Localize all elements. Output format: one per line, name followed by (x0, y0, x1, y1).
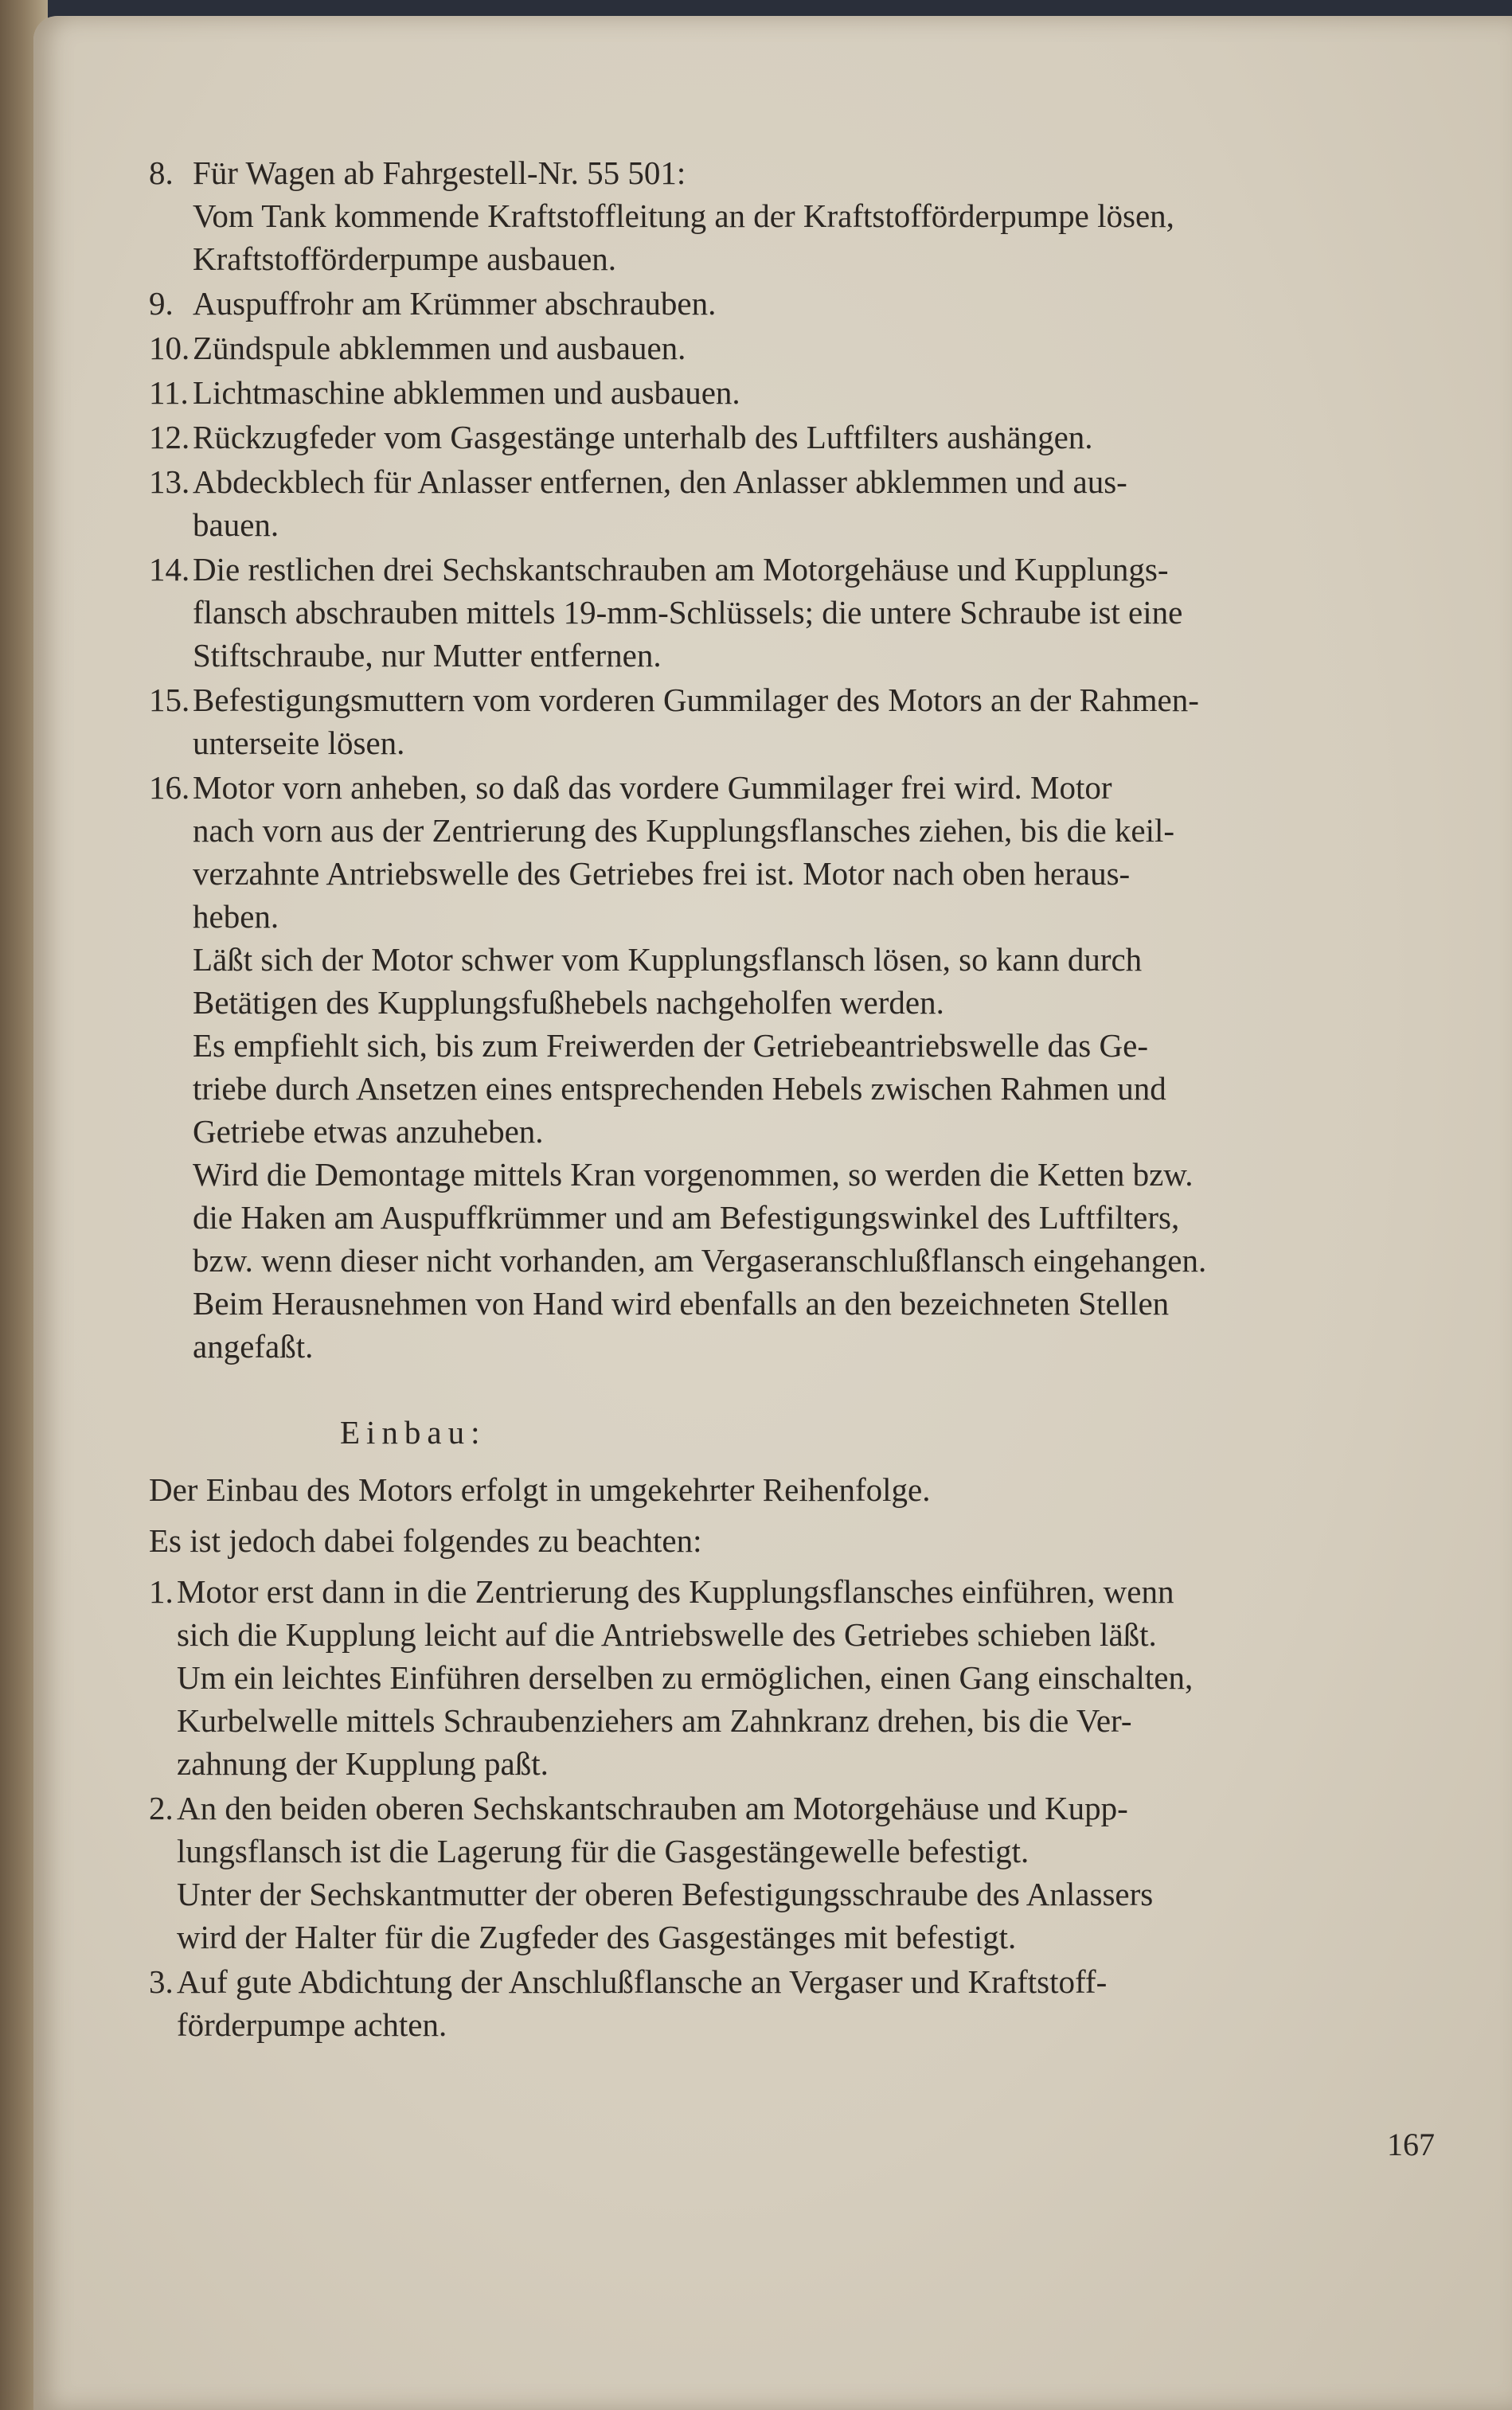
text-line: Rückzugfeder vom Gasgestänge unterhalb des Luftfilters aushängen. (193, 419, 1093, 455)
item-number: 10. (149, 330, 190, 366)
page-content (149, 151, 1415, 2048)
item-number: 9. (149, 285, 174, 322)
text-line: flansch abschrauben mittels 19-mm-Schlüssels; die untere Schraube ist eine (193, 594, 1183, 631)
item-text (193, 282, 1415, 325)
text-line: Motor erst dann in die Zentrierung des Kupplungsflansches einführen, wenn (177, 1573, 1174, 1610)
text-line: Wird die Demontage mittels Kran vorgenommen, so werden die Ketten bzw. (193, 1156, 1194, 1193)
item-number: 3. (149, 1963, 174, 2000)
list-item (149, 282, 1415, 325)
item-text (193, 151, 1415, 280)
list-item (149, 151, 1415, 280)
text-line: nach vorn aus der Zentrierung des Kupplungsflansches ziehen, bis die keil- (193, 812, 1175, 849)
text-line: Unter der Sechskantmutter der oberen Befestigungsschraube des Anlassers (177, 1876, 1154, 1912)
text-line: unterseite lösen. (193, 725, 405, 761)
text-line: Kraftstofförderpumpe ausbauen. (193, 240, 617, 277)
item-text (193, 326, 1415, 369)
list-item (149, 326, 1415, 369)
item-number: 8. (149, 154, 174, 191)
page-number: 167 (1387, 2127, 1435, 2162)
text-line: Für Wagen ab Fahrgestell-Nr. 55 501: (193, 154, 686, 191)
item-text (193, 548, 1415, 677)
text-line: Läßt sich der Motor schwer vom Kupplungsflansch lösen, so kann durch (193, 941, 1143, 978)
text-line: angefaßt. (193, 1328, 314, 1365)
text-line: bauen. (193, 506, 279, 543)
installation-intro-2: Es ist jedoch dabei folgendes zu beachten: (149, 1522, 702, 1559)
text-line: Auf gute Abdichtung der Anschlußflansche an Vergaser und Kraftstoff- (177, 1963, 1108, 2000)
list-item (149, 460, 1415, 546)
list-item (149, 548, 1415, 677)
text-line: lungsflansch ist die Lagerung für die Gasgestängewelle befestigt. (177, 1833, 1029, 1869)
list-item (149, 1570, 1415, 1785)
list-item (149, 371, 1415, 414)
list-item (149, 678, 1415, 764)
item-number: 16. (149, 769, 190, 806)
item-text (177, 1787, 1415, 1959)
item-text (177, 1960, 1415, 2046)
list-item (149, 416, 1415, 459)
text-line: Zündspule abklemmen und ausbauen. (193, 330, 686, 366)
item-number: 2. (149, 1790, 174, 1826)
text-line: bzw. wenn dieser nicht vorhanden, am Vergaseranschlußflansch eingehangen. (193, 1242, 1207, 1279)
text-line: heben. (193, 898, 279, 935)
text-line: förderpumpe achten. (177, 2006, 447, 2043)
text-line: Beim Herausnehmen von Hand wird ebenfalls an den bezeichneten Stellen (193, 1285, 1170, 1322)
list-item (149, 766, 1415, 1368)
installation-heading: Einbau: (340, 1414, 486, 1451)
text-line: Stiftschraube, nur Mutter entfernen. (193, 637, 662, 674)
text-line: verzahnte Antriebswelle des Getriebes frei ist. Motor nach oben heraus- (193, 855, 1131, 892)
text-line: sich die Kupplung leicht auf die Antriebswelle des Getriebes schieben läßt. (177, 1616, 1157, 1653)
text-line: Kurbelwelle mittels Schraubenziehers am Zahnkranz drehen, bis die Ver- (177, 1702, 1132, 1739)
text-line: zahnung der Kupplung paßt. (177, 1745, 549, 1782)
text-line: An den beiden oberen Sechskantschrauben am Motorgehäuse und Kupp- (177, 1790, 1128, 1826)
text-line: wird der Halter für die Zugfeder des Gasgestänges mit befestigt. (177, 1919, 1017, 1955)
item-text (193, 678, 1415, 764)
item-text (193, 371, 1415, 414)
item-text (177, 1570, 1415, 1785)
text-line: Es empfiehlt sich, bis zum Freiwerden der Getriebeantriebswelle das Ge- (193, 1027, 1148, 1064)
text-line: Lichtmaschine abklemmen und ausbauen. (193, 374, 740, 411)
text-line: Motor vorn anheben, so daß das vordere Gummilager frei wird. Motor (193, 769, 1112, 806)
text-line: Befestigungsmuttern vom vorderen Gummilager des Motors an der Rahmen- (193, 682, 1199, 718)
item-number: 14. (149, 551, 190, 588)
item-number: 11. (149, 374, 189, 411)
list-item (149, 1787, 1415, 1959)
text-line: Vom Tank kommende Kraftstoffleitung an der Kraftstofförderpumpe lösen, (193, 197, 1174, 234)
item-text (193, 766, 1415, 1368)
item-number: 1. (149, 1573, 174, 1610)
text-line: die Haken am Auspuffkrümmer und am Befestigungswinkel des Luftfilters, (193, 1199, 1180, 1236)
book-page (33, 16, 1512, 2410)
installation-intro-1: Der Einbau des Motors erfolgt in umgekehrter Reihenfolge. (149, 1471, 931, 1508)
item-text (193, 460, 1415, 546)
item-number: 13. (149, 463, 190, 500)
text-line: triebe durch Ansetzen eines entsprechenden Hebels zwischen Rahmen und (193, 1070, 1166, 1107)
item-text (193, 416, 1415, 459)
text-line: Die restlichen drei Sechskantschrauben am Motorgehäuse und Kupplungs- (193, 551, 1169, 588)
text-line: Um ein leichtes Einführen derselben zu ermöglichen, einen Gang einschalten, (177, 1659, 1194, 1696)
list-item (149, 1960, 1415, 2046)
text-line: Auspuffrohr am Krümmer abschrauben. (193, 285, 717, 322)
text-line: Getriebe etwas anzuheben. (193, 1113, 544, 1150)
item-number: 12. (149, 419, 190, 455)
removal-steps-list (149, 151, 1415, 1368)
text-line: Betätigen des Kupplungsfußhebels nachgeholfen werden. (193, 984, 944, 1021)
installation-steps-list (149, 1570, 1415, 2046)
text-line: Abdeckblech für Anlasser entfernen, den Anlasser abklemmen und aus- (193, 463, 1127, 500)
item-number: 15. (149, 682, 190, 718)
